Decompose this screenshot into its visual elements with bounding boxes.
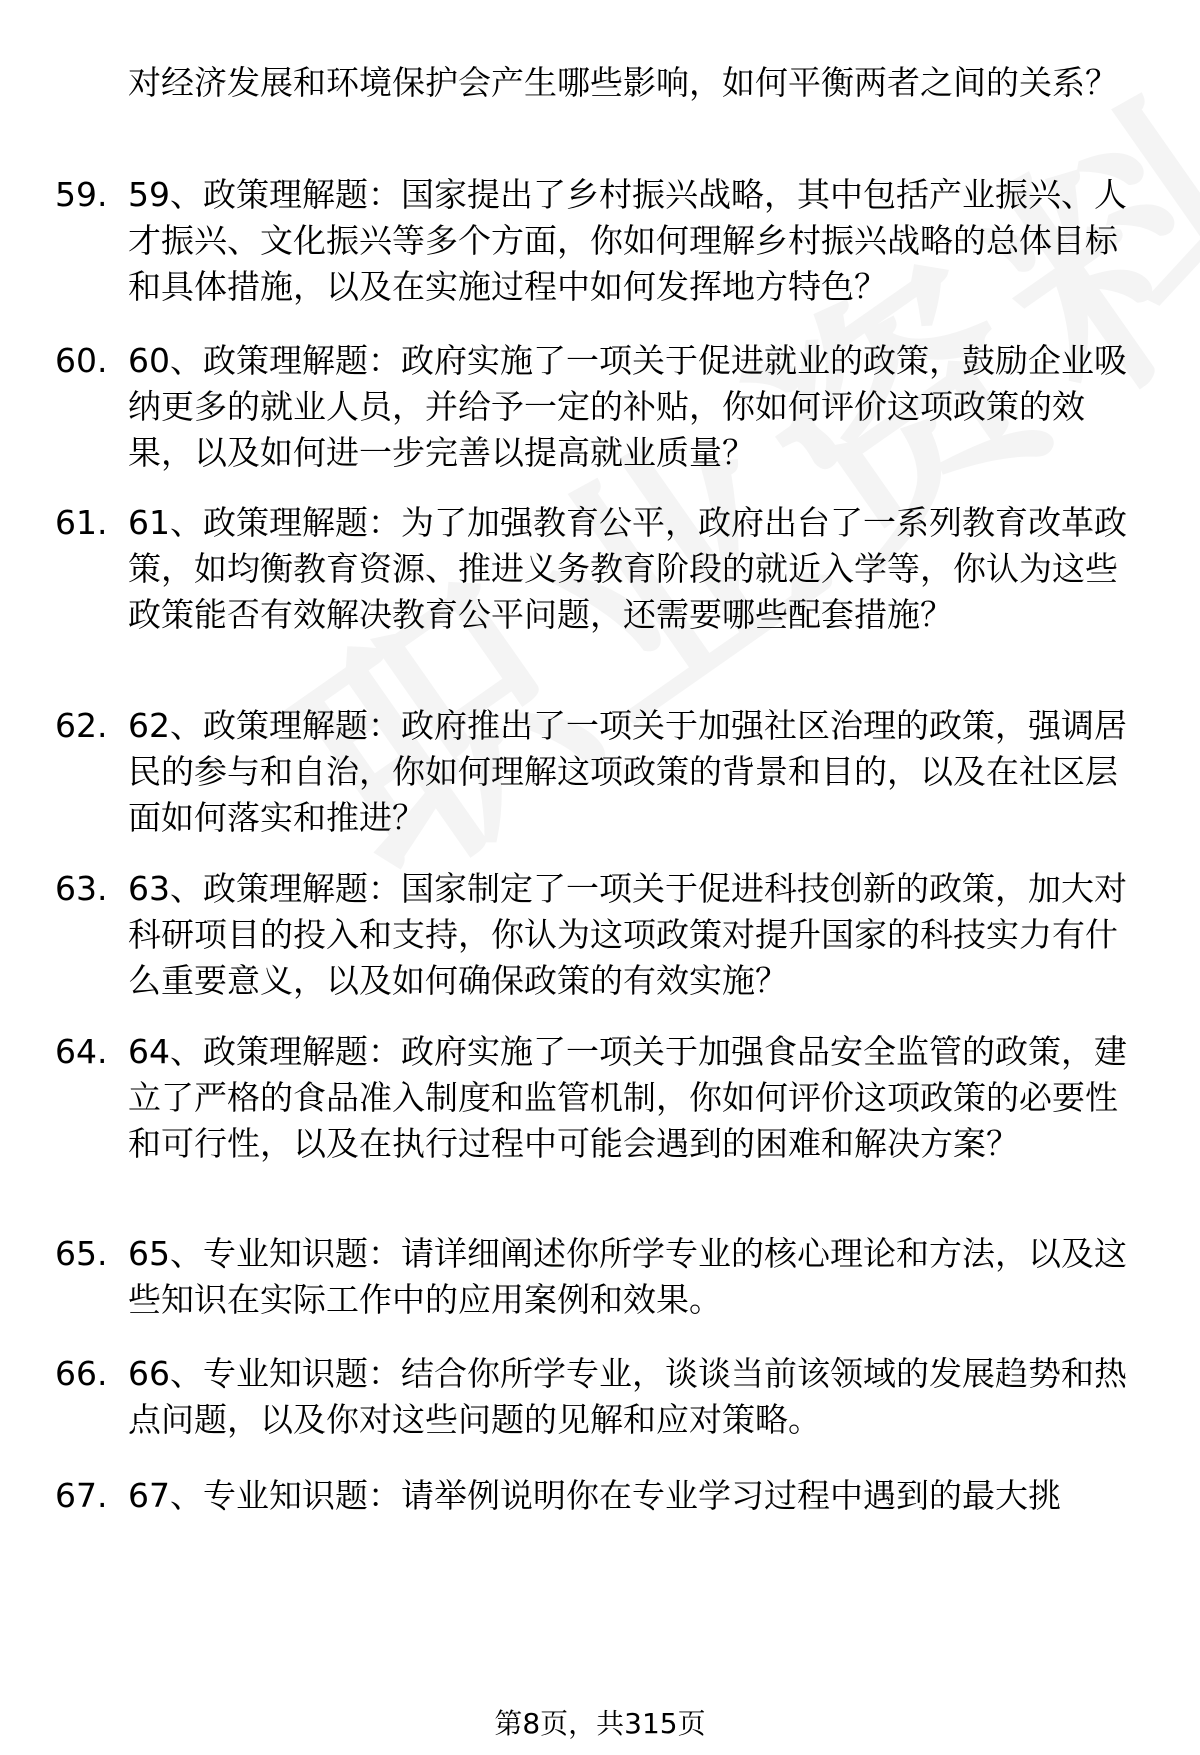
item-number: 60. — [55, 341, 108, 380]
item-text: 64、政策理解题：政府实施了一项关于加强食品安全监管的政策，建立了严格的食品准入制度和监管机制，你如何评价这项政策的必要性和可行性，以及在执行过程中可能会遇到的困难和解决方案？ — [128, 1032, 1127, 1163]
page-footer: 第8页，共315页 — [494, 1707, 706, 1740]
item-number: 65. — [55, 1234, 108, 1273]
item-text: 61、政策理解题：为了加强教育公平，政府出台了一系列教育改革政策，如均衡教育资源、推进义务教育阶段的就近入学等，你认为这些政策能否有效解决教育公平问题，还需要哪些配套措施？ — [128, 503, 1127, 634]
item-number: 67. — [55, 1476, 108, 1515]
continued-paragraph: 对经济发展和环境保护会产生哪些影响，如何平衡两者之间的关系？ — [128, 63, 1118, 102]
item-text: 62、政策理解题：政府推出了一项关于加强社区治理的政策，强调居民的参与和自治，你如何理解这项政策的背景和目的，以及在社区层面如何落实和推进？ — [128, 706, 1127, 837]
item-text: 67、专业知识题：请举例说明你在专业学习过程中遇到的最大挑 — [128, 1476, 1061, 1515]
item-text: 60、政策理解题：政府实施了一项关于促进就业的政策，鼓励企业吸纳更多的就业人员，并给予一定的补贴，你如何评价这项政策的效果，以及如何进一步完善以提高就业质量？ — [128, 341, 1127, 472]
item-number: 61. — [55, 503, 108, 542]
item-number: 59. — [55, 175, 108, 214]
item-text: 65、专业知识题：请详细阐述你所学专业的核心理论和方法，以及这些知识在实际工作中的应用案例和效果。 — [128, 1234, 1127, 1319]
item-number: 66. — [55, 1354, 108, 1393]
item-text: 63、政策理解题：国家制定了一项关于促进科技创新的政策，加大对科研项目的投入和支持，你认为这项政策对提升国家的科技实力有什么重要意义，以及如何确保政策的有效实施？ — [128, 869, 1127, 1000]
item-number: 64. — [55, 1032, 108, 1071]
item-text: 66、专业知识题：结合你所学专业，谈谈当前该领域的发展趋势和热点问题，以及你对这些问题的见解和应对策略。 — [128, 1354, 1127, 1439]
item-text: 59、政策理解题：国家提出了乡村振兴战略，其中包括产业振兴、人才振兴、文化振兴等多个方面，你如何理解乡村振兴战略的总体目标和具体措施，以及在实施过程中如何发挥地方特色？ — [128, 175, 1127, 306]
item-number: 62. — [55, 706, 108, 745]
item-number: 63. — [55, 869, 108, 908]
